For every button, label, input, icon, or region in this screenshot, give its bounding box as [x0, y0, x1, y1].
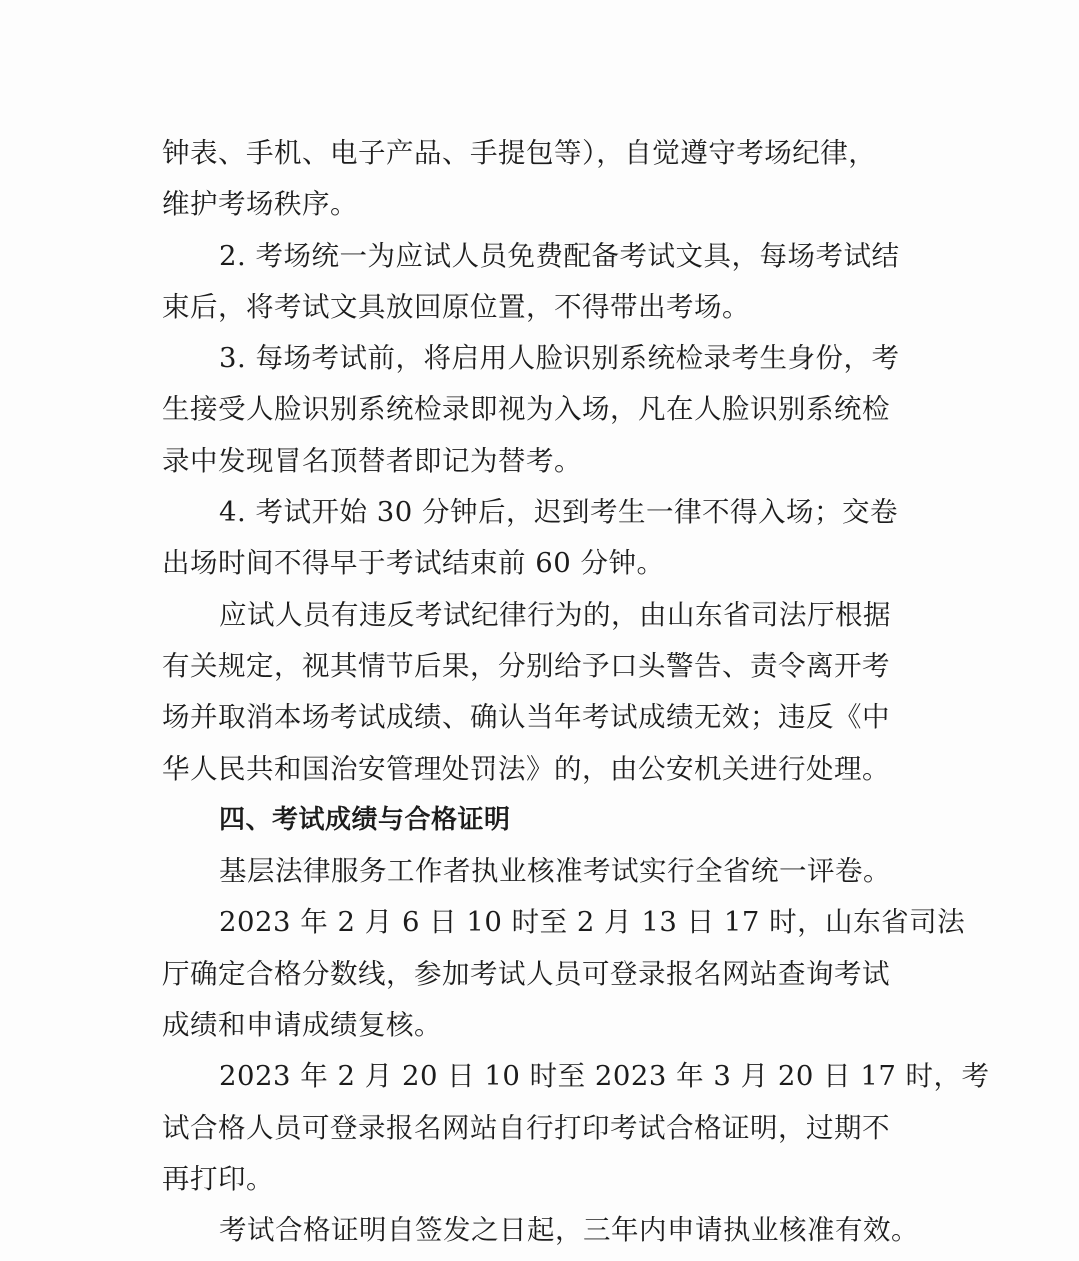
body-line: 2. 考场统一为应试人员免费配备考试文具，每场考试结	[219, 239, 900, 272]
body-line: 成绩和申请成绩复核。	[162, 1009, 442, 1042]
document-body	[162, 128, 990, 1257]
body-line: 再打印。	[162, 1162, 274, 1195]
section-heading: 四、考试成绩与合格证明	[219, 804, 511, 835]
body-line: 4. 考试开始 30 分钟后，迟到考生一律不得入场；交卷	[219, 496, 898, 529]
body-line: 2023 年 2 月 6 日 10 时至 2 月 13 日 17 时，山东省司法	[219, 906, 966, 939]
body-line: 钟表、手机、电子产品、手提包等），自觉遵守考场纪律，	[162, 137, 877, 169]
body-line: 试合格人员可登录报名网站自行打印考试合格证明，过期不	[162, 1111, 890, 1144]
body-line: 场并取消本场考试成绩、确认当年考试成绩无效；违反《中	[162, 701, 890, 734]
body-line: 应试人员有违反考试纪律行为的，由山东省司法厅根据	[219, 598, 891, 631]
body-line: 束后，将考试文具放回原位置，不得带出考场。	[162, 290, 750, 323]
body-line: 生接受人脸识别系统检录即视为入场，凡在人脸识别系统检	[162, 393, 890, 426]
body-line: 基层法律服务工作者执业核准考试实行全省统一评卷。	[219, 855, 891, 888]
body-line: 考试合格证明自签发之日起，三年内申请执业核准有效。	[219, 1214, 919, 1247]
body-line: 2023 年 2 月 20 日 10 时至 2023 年 3 月 20 日 17 时，考	[219, 1060, 990, 1093]
body-line: 厅确定合格分数线，参加考试人员可登录报名网站查询考试	[162, 957, 890, 990]
body-line: 出场时间不得早于考试结束前 60 分钟。	[162, 547, 665, 580]
body-line: 华人民共和国治安管理处罚法》的，由公安机关进行处理。	[162, 752, 890, 785]
body-line: 录中发现冒名顶替者即记为替考。	[162, 444, 582, 477]
body-line: 3. 每场考试前，将启用人脸识别系统检录考生身份，考	[219, 342, 900, 375]
body-line: 有关规定，视其情节后果，分别给予口头警告、责令离开考	[162, 649, 890, 682]
body-line: 维护考场秩序。	[162, 188, 358, 221]
